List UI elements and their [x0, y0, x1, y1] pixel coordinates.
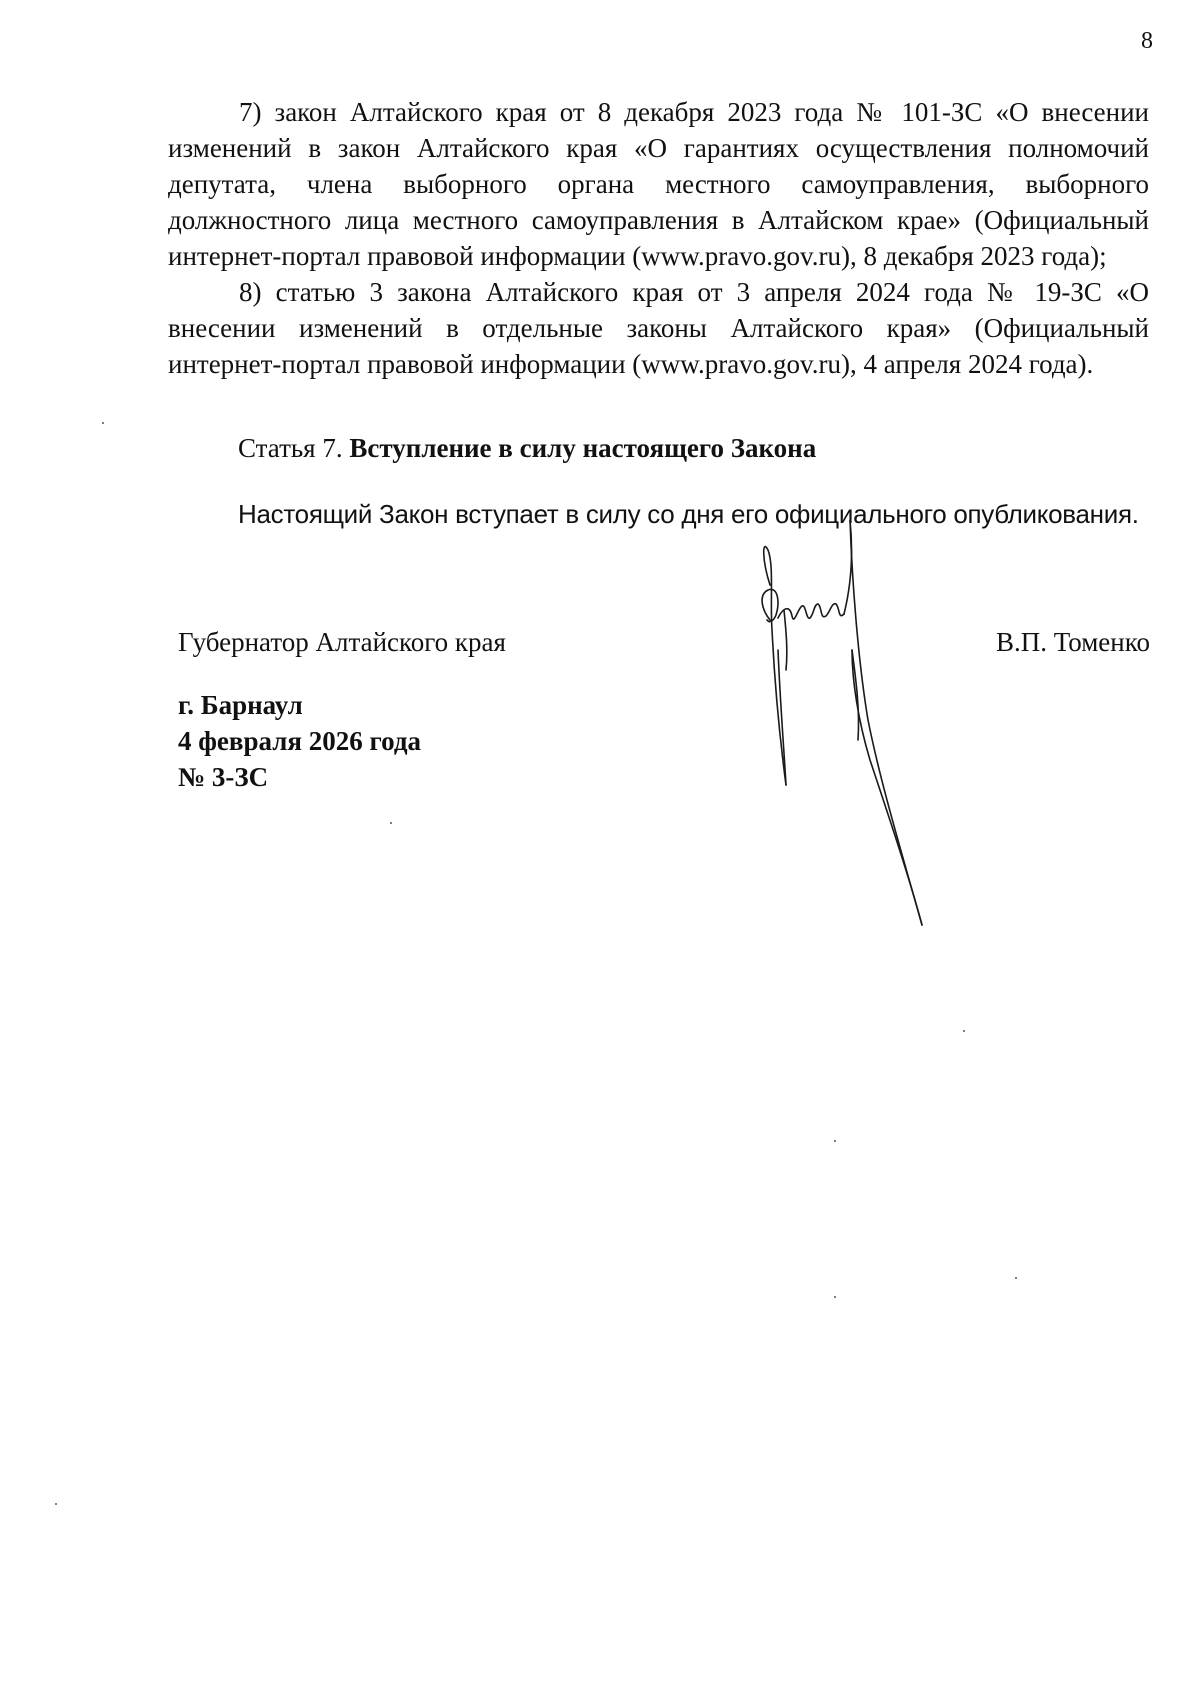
scan-speck — [834, 1296, 836, 1298]
scan-speck — [1015, 1277, 1017, 1279]
handwritten-signature — [740, 520, 970, 940]
scan-speck — [963, 1030, 965, 1032]
law-date: 4 февраля 2026 года — [178, 726, 421, 756]
signatory-name: В.П. Томенко — [996, 627, 1150, 657]
scan-speck — [102, 422, 104, 424]
scan-speck — [834, 1140, 836, 1142]
page-number: 8 — [1141, 28, 1153, 54]
city: г. Барнаул — [178, 690, 303, 720]
article-prefix: Статья 7. — [238, 433, 343, 463]
law-number: № 3-ЗС — [178, 762, 269, 792]
scan-speck — [390, 822, 392, 824]
list-item-7: 7) закон Алтайского края от 8 декабря 2023 года № 101-ЗС «О внесении изменений в закон Алтайского края «О гарантиях осуществления полномочий депутата, члена выборного органа местного самоуправления, выборного должностного лица местного самоуправления в Алтайском крае» (Официальный интернет-портал правовой информации (www.pravo.gov.ru), 8 декабря 2023 года); — [168, 97, 1149, 271]
article-title: Вступление в силу настоящего Закона — [349, 433, 817, 463]
scan-speck — [55, 1503, 57, 1505]
place-date-block — [178, 687, 421, 795]
list-item-8: 8) статью 3 закона Алтайского края от 3 апреля 2024 года № 19-ЗС «О внесении изменений в отдельные законы Алтайского края» (Официальный интернет-портал правовой информации (www.pravo.gov.ru), 4 апреля 2024 года). — [168, 277, 1149, 379]
signatory-position: Губернатор Алтайского края — [178, 627, 506, 657]
article-heading — [238, 430, 816, 466]
list-body — [168, 94, 1149, 382]
enactment-text: Настоящий Закон вступает в силу со дня его официального опубликования. — [238, 499, 1139, 529]
